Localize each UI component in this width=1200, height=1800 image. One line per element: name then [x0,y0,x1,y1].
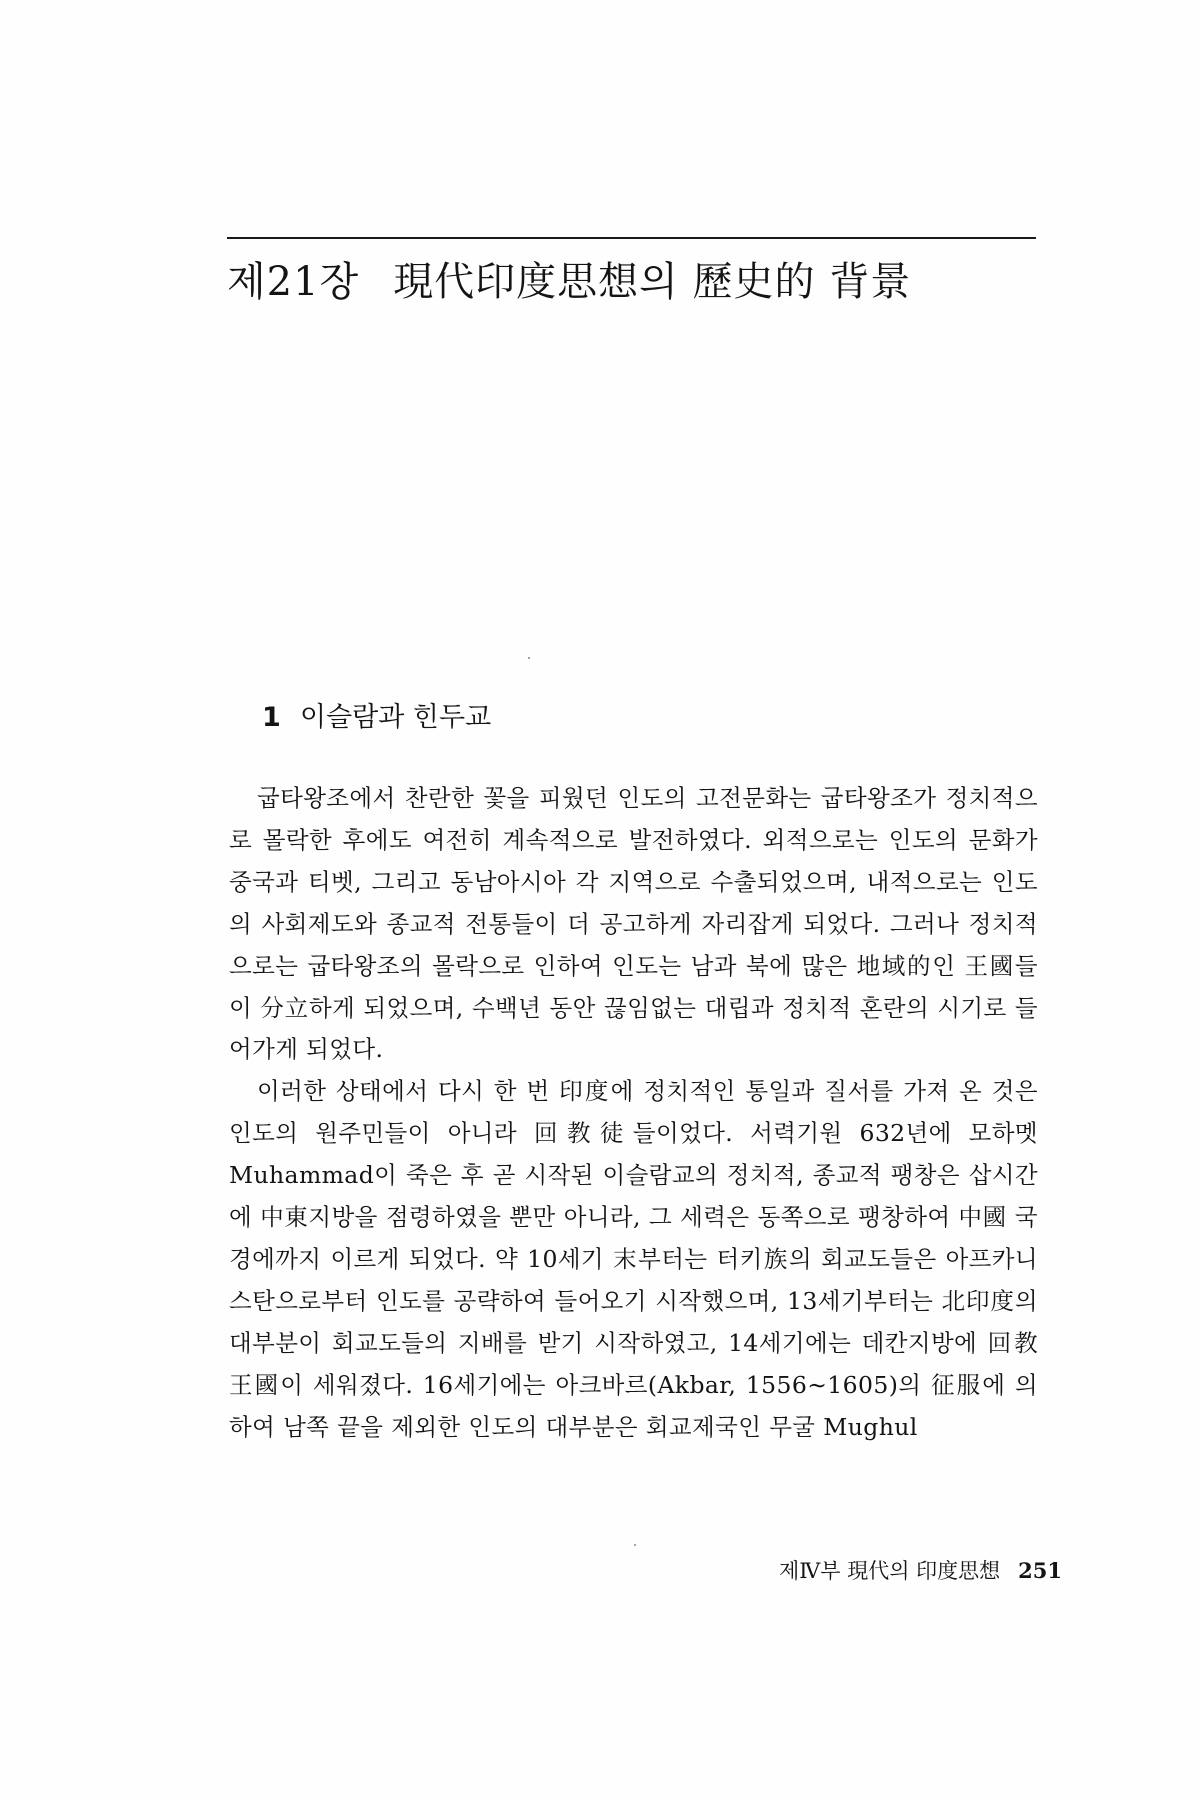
chapter-title-rule [227,237,1036,239]
body-text [229,778,1038,1449]
chapter-label: 제21장 [227,259,360,305]
paragraph: 굽타왕조에서 찬란한 꽃을 피웠던 인도의 고전문화는 굽타왕조가 정치적으로 몰락한 후에도 여전히 계속적으로 발전하였다. 외적으로는 인도의 문화가 중국과 티벳, 그리고 동남아시아 각 지역으로 수출되었으며, 내적으로는 인도의 사회제도와 종교적 전통들이 더 공고하게 자리잡게 되었다. 그러나 정치적으로는 굽타왕조의 몰락으로 인하여 인도는 남과 북에 많은 地域的인 王國들이 分立하게 되었으며, 수백년 동안 끊임없는 대립과 정치적 혼란의 시기로 들어가게 되었다. [229,784,1038,1064]
section-heading [262,698,491,738]
page-number: 251 [1018,1558,1062,1583]
running-footer [779,1556,1062,1586]
chapter-title-text: 現代印度思想의 歷史的 背景 [393,259,912,305]
paper-speck [634,1544,636,1546]
section-number: 1 [262,702,281,733]
paragraph: 이러한 상태에서 다시 한 번 印度에 정치적인 통일과 질서를 가져 온 것은 인도의 원주민들이 아니라 回教徒들이었다. 서력기원 632년에 모하멧 Muhammad이 죽은 후 곧 시작된 이슬람교의 정치적, 종교적 팽창은 삽시간에 中東지방을 점령하였을 뿐만 아니라, 그 세력은 동쪽으로 팽창하여 中國 국경에까지 이르게 되었다. 약 10세기 末부터는 터키族의 회교도들은 아프카니스탄으로부터 인도를 공략하여 들어오기 시작했으며, 13세기부터는 北印度의 대부분이 회교도들의 지배를 받기 시작하였고, 14세기에는 데칸지방에 回教王國이 세워졌다. 16세기에는 아크바르(Akbar, 1556∼1605)의 征服에 의하여 남쪽 끝을 제외한 인도의 대부분은 회교제국인 무굴 Mughul [229,1077,1038,1441]
section-title: 이슬람과 힌두교 [300,702,492,733]
paper-speck [528,657,530,659]
footer-part-title: 제Ⅳ부 現代의 印度思想 [778,1559,1001,1583]
chapter-title [227,254,1036,310]
